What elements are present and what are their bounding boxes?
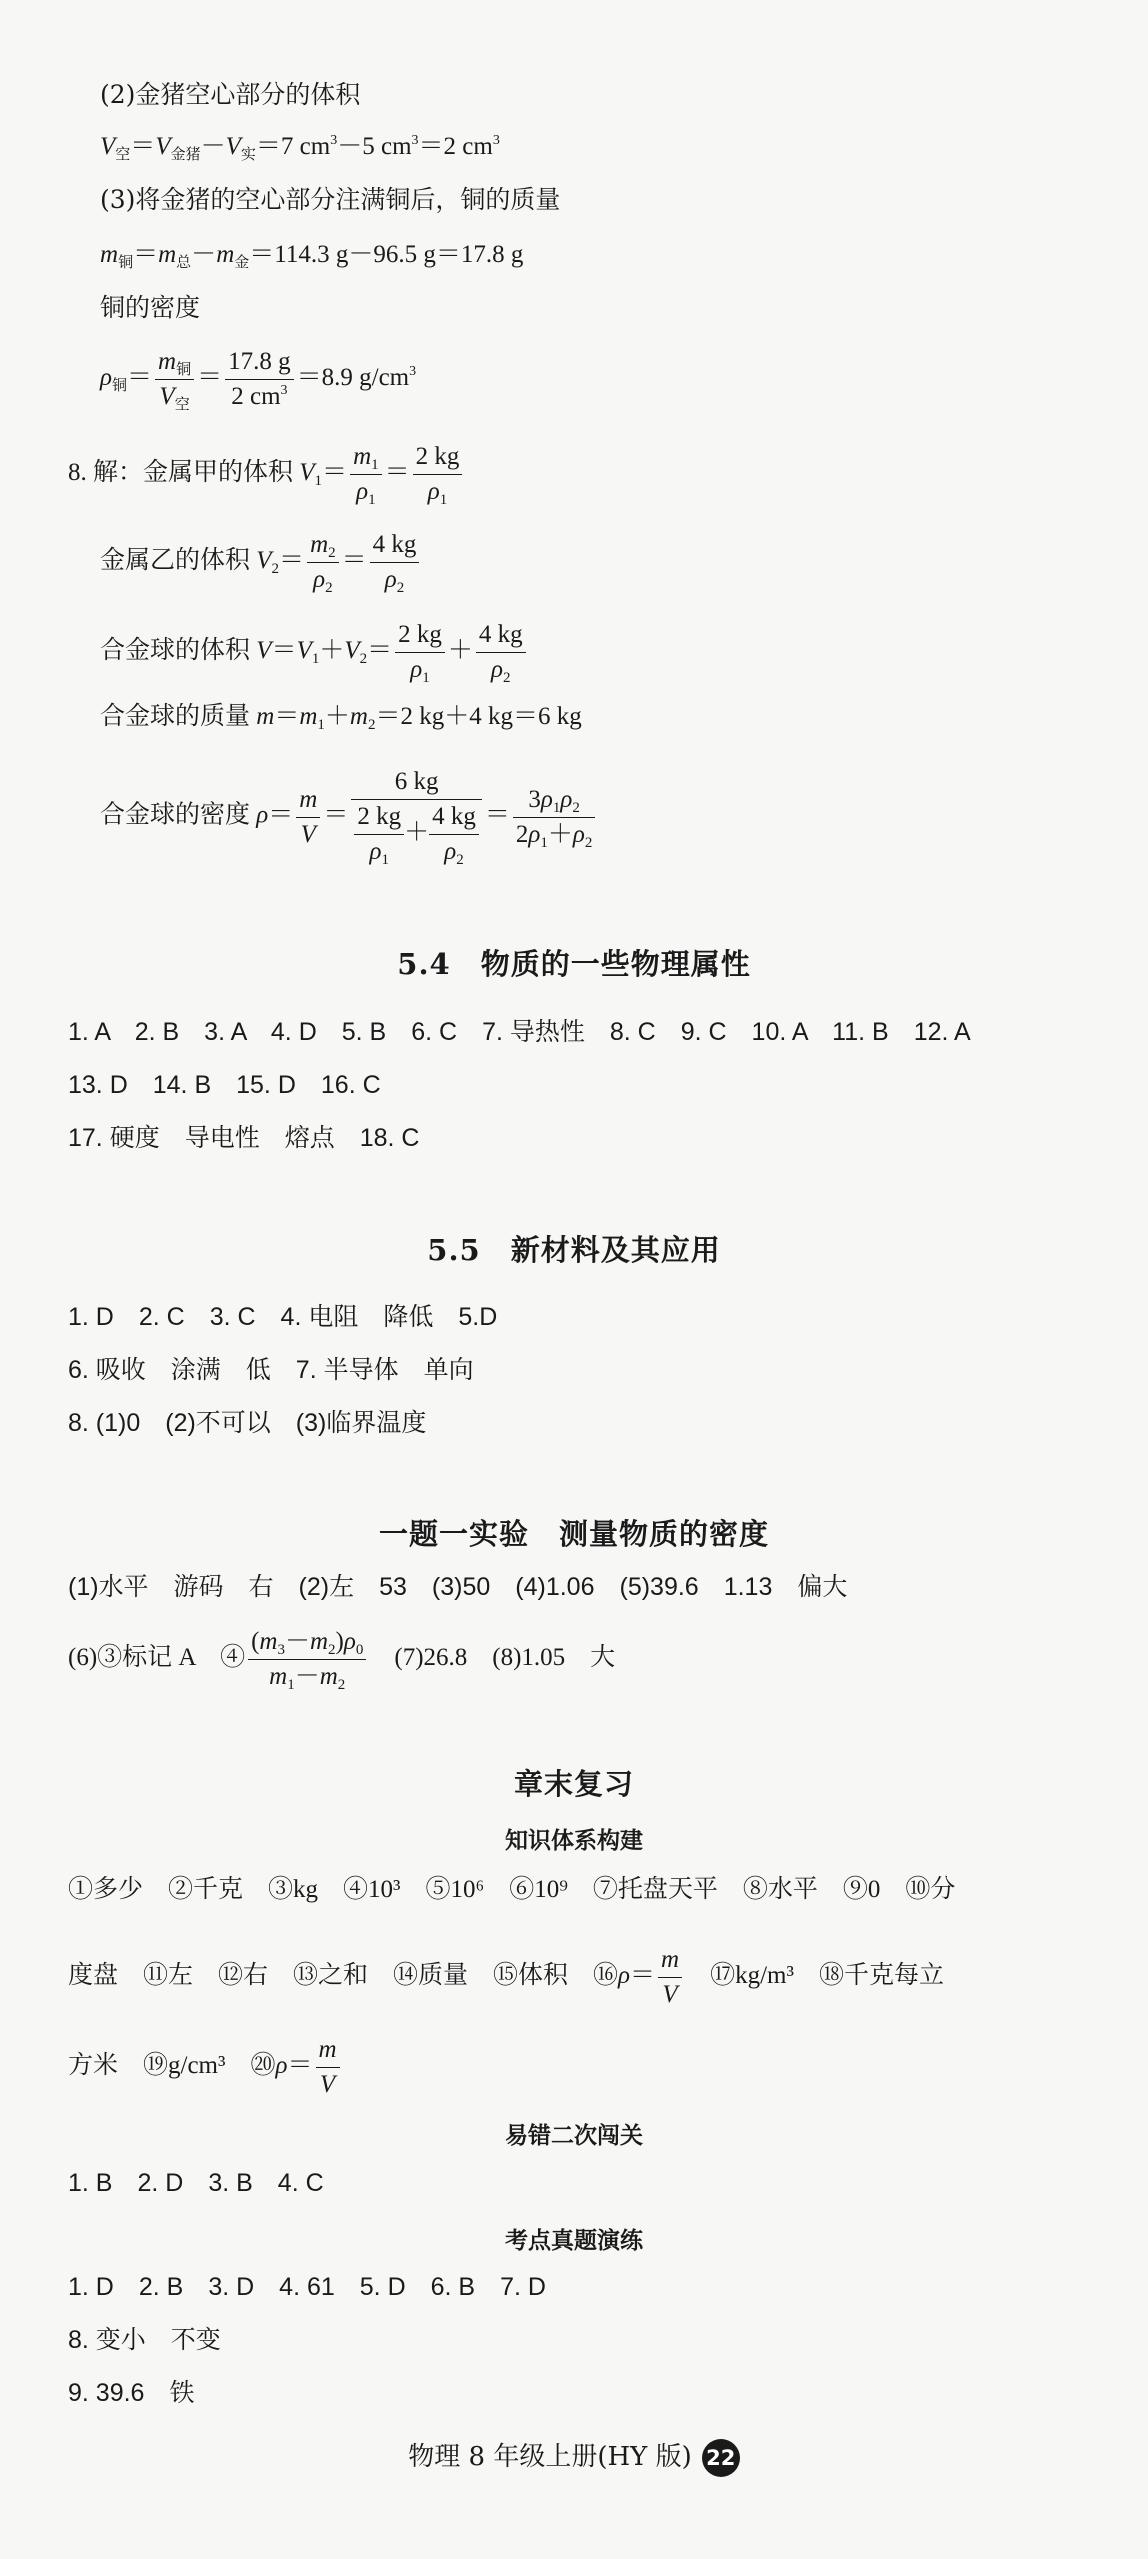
formula-copper-mass: $m_铜=m_总-m_金=114.3$ g－96.5 g＝17.8 g <box>100 241 524 271</box>
q8-label: 合金球的质量 <box>100 703 251 730</box>
formula-copper-density: $\rho_铜=$ $\frac{m_铜}{V_空}$ ＝ $\frac{17.8 g}{2 cm^3}$ ＝8.9 $g/cm^3$ <box>100 345 416 414</box>
q8-line-3: 合金球的体积 $V=V_1+V_2=$ $\frac{2 kg}{\rho_1}$ ＋ $\frac{4 kg}{\rho_2}$ <box>100 618 529 687</box>
q8-line-1: 8. 解：金属甲的体积 $V_1=$ $\frac{m_1}{\rho_1}$ ＝ $\frac{2 kg}{\rho_1}$ <box>68 440 465 509</box>
section-title-5-4: 5.4 物质的一些物理属性 <box>397 947 751 981</box>
text-line: 铜的密度 <box>100 293 201 322</box>
q8-line-5: 合金球的密度 ρ＝ $\frac{m}{V}$ ＝ 6 kg $\frac{2 kg}{\rho_1}$ ＋ $\frac{4 kg}{\rho_2}$ ＝ $\frac{3\rho_1\rho_2}{2\rho_1+\rho_2}$ <box>100 765 598 869</box>
q8-label: 合金球的体积 <box>100 637 251 665</box>
footer-text: 物理 8 年级上册(HY 版) <box>408 2442 692 2472</box>
text-line: (2)金猪空心部分的体积 <box>100 80 361 109</box>
page-number: 22 <box>702 2439 740 2477</box>
q8-intro: 8. 解：金属甲的体积 <box>68 459 294 487</box>
knowledge-line-3: 方米 ⑲g/cm³ ⑳ρ＝ $\frac{m}{V}$ <box>68 2033 343 2102</box>
q8-label: 合金球的密度 <box>100 801 251 829</box>
answer-fragment: 方米 ⑲g/cm³ ⑳ <box>68 2052 276 2080</box>
answer-line: 1. A 2. B 3. A 4. D 5. B 6. C 7. 导热性 8. C 9. C 10. A 11. B 12. A <box>68 1018 971 1046</box>
answer-line: 6. 吸收 涂满 低 7. 半导体 单向 <box>68 1356 474 1384</box>
page-footer <box>0 2436 1148 2477</box>
section-title-experiment: 一题一实验 测量物质的密度 <box>378 1517 769 1551</box>
answer-fragment: ⑰kg/m³ ⑱千克每立 <box>710 1962 944 1990</box>
answer-fragment: (6)③标记 A ④ <box>68 1644 246 1672</box>
answer-line: 1. D 2. B 3. D 4. 61 5. D 6. B 7. D <box>68 2273 546 2301</box>
text-line: (3)将金猪的空心部分注满铜后，铜的质量 <box>100 185 561 214</box>
formula-volume-hollow: $V_空=V_{金猪}-V_实=7$ $cm^3-5$ $cm^3=2$ $cm^3$ <box>100 133 500 163</box>
section-title-5-5: 5.5 新材料及其应用 <box>427 1233 721 1267</box>
subsection-title: 知识体系构建 <box>505 1827 643 1854</box>
subsection-title: 考点真题演练 <box>505 2227 643 2254</box>
answer-line: (1)水平 游码 右 (2)左 53 (3)50 (4)1.06 (5)39.6 1.13 偏大 <box>68 1573 848 1601</box>
q8-line-4: 合金球的质量 $m=m_1+m_2=2$ kg＋4 kg＝6 kg <box>100 703 582 733</box>
q8-line-2: 金属乙的体积 $V_2=$ $\frac{m_2}{\rho_2}$ ＝ $\frac{4 kg}{\rho_2}$ <box>100 528 422 597</box>
answer-line: 1. D 2. C 3. C 4. 电阻 降低 5.D <box>68 1303 498 1331</box>
knowledge-line-1: ①多少 ②千克 ③kg ④10³ ⑤10⁶ ⑥10⁹ ⑦托盘天平 ⑧水平 ⑨0 ⑩分 <box>68 1876 956 1903</box>
knowledge-line-2: 度盘 ⑪左 ⑫右 ⑬之和 ⑭质量 ⑮体积 ⑯ρ＝ $\frac{m}{V}$ ⑰kg/m³ ⑱千克每立 <box>68 1943 944 2012</box>
q8-label: 金属乙的体积 <box>100 547 251 575</box>
answer-fragment: 度盘 ⑪左 ⑫右 ⑬之和 ⑭质量 ⑮体积 ⑯ <box>68 1962 619 1990</box>
answer-line: 8. (1)0 (2)不可以 (3)临界温度 <box>68 1409 427 1437</box>
answer-line: 17. 硬度 导电性 熔点 18. C <box>68 1124 420 1152</box>
answer-line: 1. B 2. D 3. B 4. C <box>68 2169 324 2197</box>
answer-fragment: (7)26.8 (8)1.05 大 <box>369 1644 616 1672</box>
answer-line: 9. 39.6 铁 <box>68 2379 195 2407</box>
subsection-title: 易错二次闯关 <box>505 2122 643 2149</box>
experiment-line-2: (6)③标记 A ④ $\frac{(m_3-m_2)\rho_0}{m_1-m_2}$ (7)26.8 (8)1.05 大 <box>68 1625 615 1694</box>
answer-line: 13. D 14. B 15. D 16. C <box>68 1071 381 1099</box>
section-title-review: 章末复习 <box>513 1767 634 1801</box>
answer-line: 8. 变小 不变 <box>68 2326 221 2354</box>
